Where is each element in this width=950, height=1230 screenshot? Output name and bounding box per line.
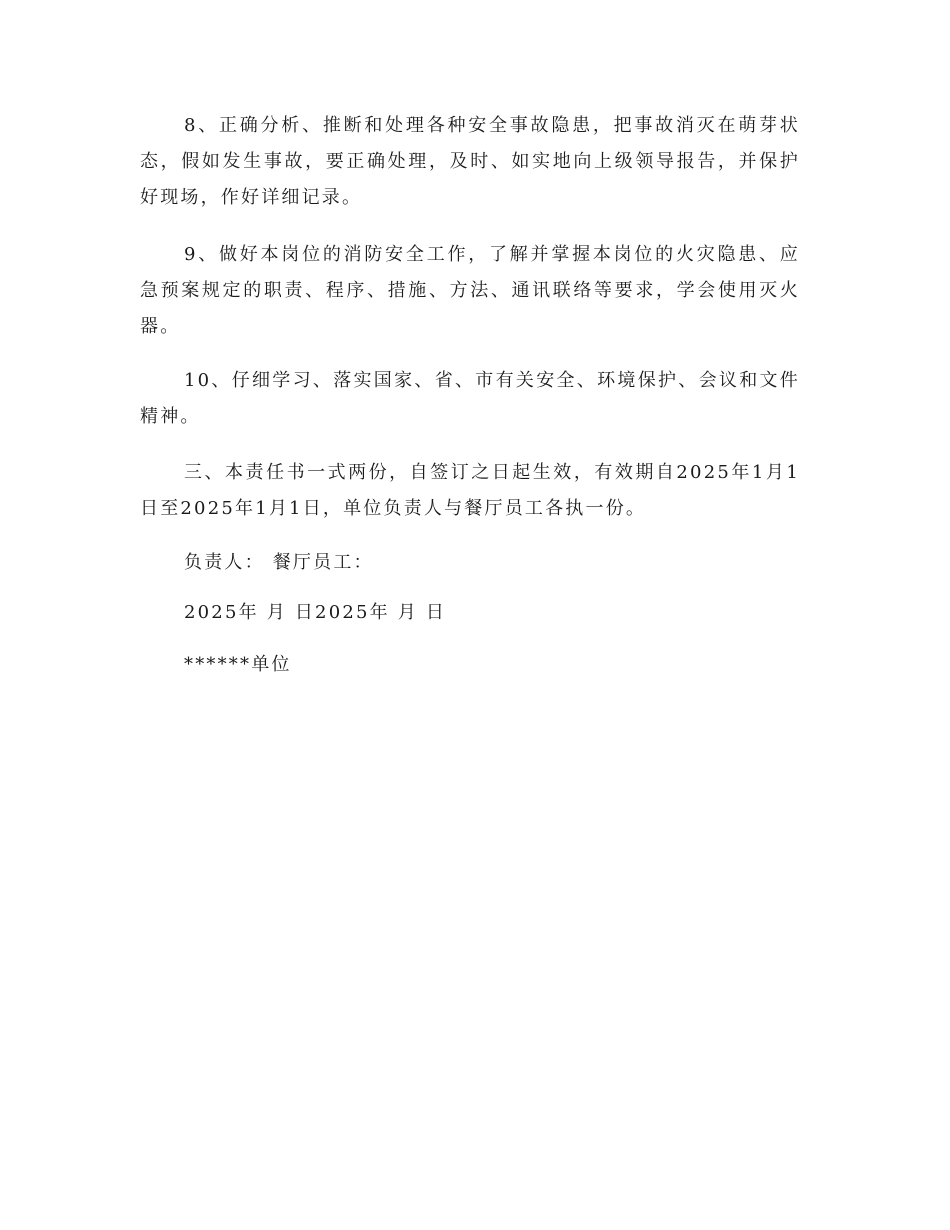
unit-line: ******单位 <box>184 654 292 675</box>
paragraph-item-10: 10、仔细学习、落实国家、省、市有关安全、环境保护、会议和文件精神。 <box>140 370 800 427</box>
paragraph-section-3: 三、本责任书一式两份，自签订之日起生效，有效期自2025年1月1日至2025年1月1日，单位负责人与餐厅员工各执一份。 <box>140 462 800 519</box>
paragraph-item-8: 8、正确分析、推断和处理各种安全事故隐患，把事故消灭在萌芽状态，假如发生事故，要正确处理，及时、如实地向上级领导报告，并保护好现场，作好详细记录。 <box>140 115 800 208</box>
paragraph-item-9: 9、做好本岗位的消防安全工作，了解并掌握本岗位的火灾隐患、应急预案规定的职责、程序、措施、方法、通讯联络等要求，学会使用灭火器。 <box>140 244 800 337</box>
date-line: 2025年 月 日2025年 月 日 <box>184 602 447 623</box>
signature-line: 负责人： 餐厅员工： <box>184 552 374 573</box>
